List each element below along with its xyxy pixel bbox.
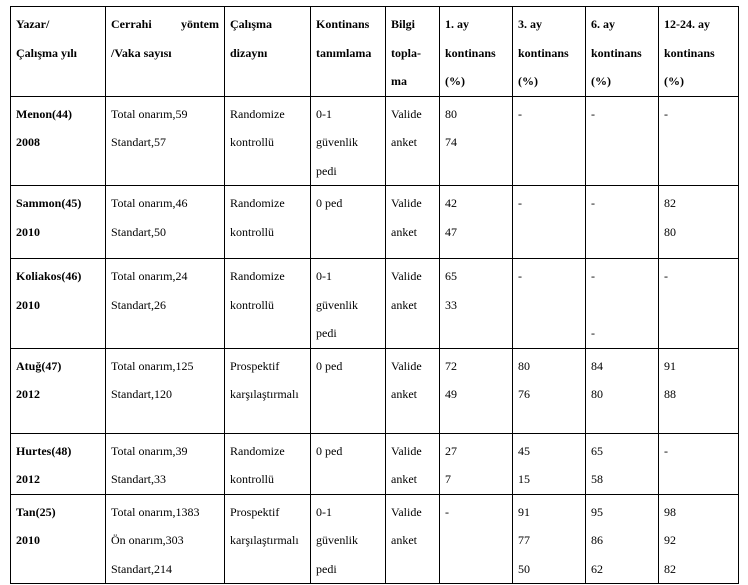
- month1-cell-line: 27: [445, 443, 457, 458]
- month3-cell-line: 50: [518, 561, 530, 576]
- author-cell-line: 2010: [16, 533, 40, 547]
- collection-cell-line: anket: [391, 387, 417, 401]
- collection-cell-line: anket: [391, 533, 417, 547]
- month12-24-cell-line: 98: [664, 504, 676, 519]
- month3-cell-line: 76: [518, 387, 530, 401]
- method-cell-line: Standart,120: [111, 387, 172, 401]
- author-cell-line: Sammon(45): [16, 196, 82, 210]
- month1-cell: [440, 186, 513, 259]
- month1-cell: [440, 259, 513, 349]
- author-cell-line: 2010: [16, 297, 40, 312]
- month1-cell-line: 72: [445, 358, 457, 373]
- design-cell-line: Randomize: [230, 269, 285, 283]
- month1-cell-line: -: [445, 504, 449, 519]
- method-cell-line: Standart,214: [111, 561, 172, 576]
- header-month12-24: 12-24. ay kontinans (%): [659, 7, 739, 97]
- method-cell: [106, 433, 225, 494]
- definition-cell-line: güvenlik: [316, 135, 358, 149]
- definition-cell-line: 0 ped: [316, 196, 343, 210]
- collection-cell-line: anket: [391, 224, 417, 239]
- month12-24-cell: [659, 96, 739, 186]
- method-cell-line: Standart,33: [111, 472, 166, 486]
- month1-cell-line: 80: [445, 106, 457, 121]
- author-cell-line: Hurtes(48): [16, 443, 72, 458]
- month3-cell-line: 91: [518, 504, 530, 519]
- definition-cell: [311, 186, 386, 259]
- month1-cell-line: 42: [445, 196, 457, 210]
- design-cell-line: Randomize: [230, 443, 285, 458]
- definition-cell-line: pedi: [316, 326, 337, 340]
- month6-cell-line: -: [591, 106, 595, 121]
- header-study-design: Çalışma dizaynı: [225, 7, 311, 97]
- design-cell-line: Randomize: [230, 106, 285, 121]
- month6-cell-line: 95: [591, 504, 603, 519]
- method-cell-line: Standart,50: [111, 224, 166, 239]
- header-month3: 3. ay kontinans (%): [513, 7, 586, 97]
- month6-cell-line: -: [591, 196, 595, 210]
- month3-cell-line: 15: [518, 472, 530, 486]
- design-cell-line: karşılaştırmalı: [230, 387, 299, 401]
- month1-cell-line: 74: [445, 135, 457, 149]
- month12-24-cell-line: 82: [664, 196, 676, 210]
- definition-cell: [311, 96, 386, 186]
- month3-cell: [513, 96, 586, 186]
- month12-24-cell-line: 91: [664, 358, 676, 373]
- month12-24-cell-line: -: [664, 269, 668, 283]
- month12-24-cell-line: 92: [664, 533, 676, 547]
- author-cell-line: 2012: [16, 387, 40, 401]
- month1-cell-line: 49: [445, 387, 457, 401]
- month1-cell-line: 33: [445, 297, 457, 312]
- design-cell-line: Prospektif: [230, 358, 280, 373]
- design-cell: [225, 259, 311, 349]
- month1-cell: [440, 96, 513, 186]
- definition-cell: [311, 433, 386, 494]
- method-cell: [106, 494, 225, 584]
- definition-cell-line: pedi: [316, 561, 337, 576]
- month3-cell-line: 77: [518, 533, 530, 547]
- month12-24-cell: [659, 348, 739, 433]
- collection-cell: [386, 96, 440, 186]
- month1-cell: [440, 494, 513, 584]
- author-cell-line: 2012: [16, 472, 40, 486]
- month6-cell-line: -: [591, 326, 595, 340]
- design-cell: [225, 494, 311, 584]
- month6-cell: [586, 259, 659, 349]
- definition-cell: [311, 259, 386, 349]
- method-cell-line: Total onarım,1383: [111, 504, 200, 519]
- design-cell-line: kontrollü: [230, 135, 274, 149]
- collection-cell-line: Valide: [391, 504, 422, 519]
- design-cell: [225, 348, 311, 433]
- month3-cell: [513, 186, 586, 259]
- definition-cell-line: 0-1: [316, 504, 332, 519]
- month3-cell: [513, 494, 586, 584]
- collection-cell: [386, 494, 440, 584]
- definition-cell-line: 0-1: [316, 106, 332, 121]
- month3-cell-line: 45: [518, 443, 530, 458]
- collection-cell: [386, 259, 440, 349]
- design-cell-line: kontrollü: [230, 224, 274, 239]
- month12-24-cell: [659, 259, 739, 349]
- definition-cell-line: 0 ped: [316, 358, 343, 373]
- method-cell: [106, 186, 225, 259]
- method-cell: [106, 259, 225, 349]
- collection-cell-line: Valide: [391, 106, 422, 121]
- month6-cell-line: 62: [591, 561, 603, 576]
- month3-cell-line: -: [518, 269, 522, 283]
- header-month1: 1. ay kontinans (%): [440, 7, 513, 97]
- collection-cell-line: Valide: [391, 269, 422, 283]
- author-cell: [11, 433, 106, 494]
- method-cell-line: Total onarım,46: [111, 196, 188, 210]
- header-month6: 6. ay kontinans (%): [586, 7, 659, 97]
- method-cell-line: Total onarım,39: [111, 443, 188, 458]
- design-cell-line: Prospektif: [230, 504, 280, 519]
- method-cell: [106, 96, 225, 186]
- month12-24-cell-line: -: [664, 106, 668, 121]
- table-header-row: [11, 7, 739, 97]
- table-row: [11, 494, 739, 584]
- month12-24-cell-line: -: [664, 443, 668, 458]
- month6-cell: [586, 348, 659, 433]
- design-cell-line: kontrollü: [230, 297, 274, 312]
- month12-24-cell: [659, 186, 739, 259]
- author-cell: [11, 259, 106, 349]
- month12-24-cell: [659, 494, 739, 584]
- collection-cell-line: anket: [391, 297, 417, 312]
- method-cell-line: Standart,26: [111, 297, 166, 312]
- month3-cell: [513, 259, 586, 349]
- definition-cell-line: 0-1: [316, 269, 332, 283]
- month6-cell-line: 84: [591, 358, 603, 373]
- month1-cell-line: 7: [445, 472, 451, 486]
- method-cell-line: Total onarım,59: [111, 106, 188, 121]
- header-surgical-method: Cerrahi yöntem /Vaka sayısı: [106, 7, 225, 97]
- month3-cell-line: -: [518, 196, 522, 210]
- author-cell-line: Menon(44): [16, 106, 72, 121]
- month3-cell: [513, 348, 586, 433]
- month6-cell: [586, 186, 659, 259]
- month6-cell-line: 65: [591, 443, 603, 458]
- month12-24-cell: [659, 433, 739, 494]
- collection-cell-line: Valide: [391, 443, 422, 458]
- table-row: [11, 259, 739, 349]
- month6-cell: [586, 494, 659, 584]
- definition-cell-line: güvenlik: [316, 297, 358, 312]
- design-cell-line: Randomize: [230, 196, 285, 210]
- definition-cell: [311, 348, 386, 433]
- definition-cell-line: güvenlik: [316, 533, 358, 547]
- month1-cell: [440, 348, 513, 433]
- collection-cell-line: anket: [391, 135, 417, 149]
- month3-cell-line: -: [518, 106, 522, 121]
- table-row: [11, 96, 739, 186]
- collection-cell-line: Valide: [391, 358, 422, 373]
- design-cell: [225, 186, 311, 259]
- method-cell-line: Standart,57: [111, 135, 166, 149]
- month3-cell-line: 80: [518, 358, 530, 373]
- month6-cell-line: 86: [591, 533, 603, 547]
- method-cell-line: Ön onarım,303: [111, 533, 184, 547]
- month12-24-cell-line: 82: [664, 561, 676, 576]
- collection-cell-line: Valide: [391, 196, 422, 210]
- continence-studies-table: [10, 6, 739, 584]
- design-cell-line: kontrollü: [230, 472, 274, 486]
- author-cell-line: Tan(25): [16, 504, 56, 519]
- definition-cell-line: pedi: [316, 163, 337, 178]
- method-cell-line: Total onarım,125: [111, 358, 194, 373]
- month6-cell: [586, 433, 659, 494]
- header-continence-definition: Kontinans tanımlama: [311, 7, 386, 97]
- design-cell: [225, 433, 311, 494]
- table-row: [11, 348, 739, 433]
- author-cell-line: Atuğ(47): [16, 358, 62, 373]
- month6-cell-line: -: [591, 269, 595, 283]
- collection-cell: [386, 186, 440, 259]
- method-cell-line: Total onarım,24: [111, 269, 188, 283]
- month1-cell-line: 65: [445, 269, 457, 283]
- method-cell: [106, 348, 225, 433]
- author-cell-line: Koliakos(46): [16, 269, 82, 283]
- collection-cell-line: anket: [391, 472, 417, 486]
- month12-24-cell-line: 88: [664, 387, 676, 401]
- design-cell: [225, 96, 311, 186]
- month6-cell-line: 80: [591, 387, 603, 401]
- author-cell: [11, 186, 106, 259]
- month3-cell: [513, 433, 586, 494]
- table-row: [11, 186, 739, 259]
- header-data-collection: Bilgi topla- ma: [386, 7, 440, 97]
- collection-cell: [386, 348, 440, 433]
- table-row: [11, 433, 739, 494]
- design-cell-line: karşılaştırmalı: [230, 533, 299, 547]
- month1-cell: [440, 433, 513, 494]
- header-author-year: Yazar/ Çalışma yılı: [11, 7, 106, 97]
- definition-cell-line: 0 ped: [316, 443, 343, 458]
- author-cell: [11, 494, 106, 584]
- collection-cell: [386, 433, 440, 494]
- author-cell: [11, 96, 106, 186]
- month12-24-cell-line: 80: [664, 224, 676, 239]
- month6-cell-line: 58: [591, 472, 603, 486]
- definition-cell: [311, 494, 386, 584]
- month1-cell-line: 47: [445, 224, 457, 239]
- author-cell-line: 2010: [16, 224, 40, 239]
- author-cell-line: 2008: [16, 135, 40, 149]
- author-cell: [11, 348, 106, 433]
- month6-cell-line: [591, 291, 653, 320]
- month6-cell: [586, 96, 659, 186]
